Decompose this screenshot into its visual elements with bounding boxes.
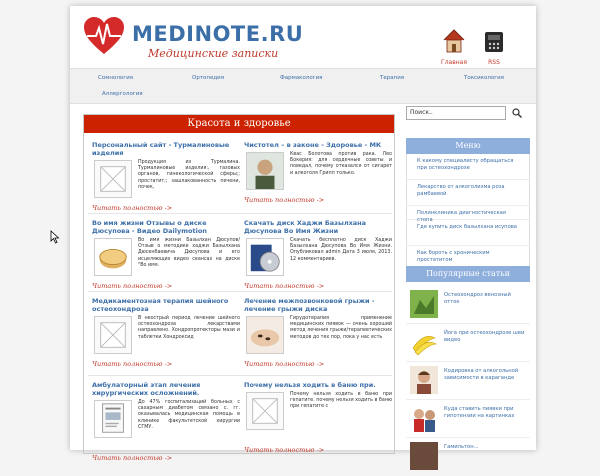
popular-item-label: Йога при остеохондрозе шеи видео	[444, 330, 525, 343]
article-excerpt: Продукция из Турмалина. Турмалиновые изделия:, газовых органов, гинекологической сферы;; простатит;; зашлакованность печени, почек,	[138, 160, 240, 190]
nav-item-orthopedics[interactable]: Ортопедия	[192, 75, 225, 81]
popular-list	[406, 286, 530, 476]
rss-label: RSS	[488, 59, 500, 66]
site-title[interactable]: MEDINOTE.RU	[132, 22, 304, 46]
menu-item[interactable]: Как бороть с хроническим простатитом	[417, 250, 490, 263]
article-thumbnail[interactable]	[94, 400, 132, 438]
article-card	[92, 297, 240, 368]
article-thumbnail[interactable]	[246, 316, 284, 354]
article-title[interactable]: Почему нельзя ходить в баню при.	[244, 381, 376, 389]
popular-item[interactable]	[406, 362, 530, 400]
nav-item-pharmacology[interactable]: Фармакология	[280, 75, 323, 81]
article-card	[92, 141, 240, 212]
menu-heading: Меню	[406, 138, 530, 154]
read-more-link[interactable]: Читать полностью ->	[244, 282, 325, 290]
read-more-link[interactable]: Читать полностью ->	[244, 446, 325, 454]
article-title[interactable]: Амбулаторный этап лечения хирургических осложнений.	[92, 381, 201, 397]
article-excerpt: В неострый период лечение шейного остеохондроза лекарствами направлено. Хондропротекторы мази и таблетки Хондроксид	[138, 316, 240, 340]
popular-thumbnail	[410, 328, 438, 356]
search-icon[interactable]	[512, 108, 522, 118]
article-excerpt: Гирудотерапия применение медицинских пиявок — очень хороший метод лечения грыжи/терапевтических методов до тех пор, пока у нас есть	[290, 316, 392, 340]
sidebar-menu	[406, 154, 530, 273]
heart-pulse-icon[interactable]	[82, 16, 126, 56]
popular-item[interactable]	[406, 438, 530, 476]
article-thumbnail[interactable]	[246, 392, 284, 430]
article-title[interactable]: Медикаментозная терапия шейного остеохондроза	[92, 297, 229, 313]
menu-item[interactable]: Полинклиника диагностическая стопа	[407, 206, 529, 220]
article-excerpt: Почему нельзя ходить в баню при гепатите. почему нельзя ходить в баню при гепатите с	[290, 392, 392, 410]
article-card	[244, 297, 392, 368]
rss-link[interactable]	[474, 28, 514, 66]
popular-thumbnail	[410, 442, 438, 470]
popular-thumbnail	[410, 366, 438, 394]
row-divider	[88, 375, 392, 376]
article-card	[92, 219, 240, 290]
popular-thumbnail	[410, 290, 438, 318]
home-link[interactable]	[434, 28, 474, 66]
article-title[interactable]: Скачать диск Хаджи Базылхана Дюсупова Во Имя Жизни	[244, 219, 367, 235]
article-excerpt: Во имя жизни Базылхан Дюсупов/ Отзыв о методике хаджи Базылхана Дюсенбаевича Дюсупова и его исцеляющих видео сеансах на диске "Во имя.	[138, 238, 240, 268]
article-title[interactable]: Персональный сайт - Турмалиновые изделия	[92, 141, 230, 157]
article-card	[244, 219, 392, 290]
article-card	[92, 381, 240, 462]
article-thumbnail[interactable]	[246, 238, 284, 276]
home-label: Главная	[441, 59, 467, 66]
article-excerpt: Квас Болотова против рака. Лео Бокерия: для сердечные советы и поведал, почему отказался от сигарет и алкоголя Грипп только.	[290, 152, 392, 176]
site-subtitle: Медицинские записки	[148, 47, 279, 60]
read-more-link[interactable]: Читать полностью ->	[244, 196, 325, 204]
article-card	[244, 381, 392, 454]
content-heading: Красота и здоровье	[84, 115, 394, 133]
popular-item-label: Гамильтон...	[444, 444, 479, 450]
nav-item-toxicology[interactable]: Токсикология	[464, 75, 504, 81]
read-more-link[interactable]: Читать полностью ->	[92, 360, 173, 368]
house-icon	[442, 28, 466, 54]
row-divider	[88, 291, 392, 292]
menu-item[interactable]: Где купить диск базылхана исупова	[407, 220, 529, 246]
popular-thumbnail	[410, 404, 438, 432]
search-input[interactable]: Поиск..	[406, 106, 506, 120]
article-title[interactable]: Чистотел – в законе - Здоровье - МК	[244, 141, 382, 149]
popular-item[interactable]	[406, 324, 530, 362]
article-card	[244, 141, 392, 204]
nav-item-therapy[interactable]: Терапия	[380, 75, 405, 81]
popular-item-label: Кодировка от алкогольной зависимости в карагандe	[444, 368, 519, 381]
popular-item-label: Куда ставить пиявки при гипотензии на картинках	[444, 406, 515, 419]
article-title[interactable]: Во имя жизни Отзывы о диске Дюсупова - Видео Dailymotion	[92, 219, 207, 235]
popular-item[interactable]	[406, 286, 530, 324]
popular-item[interactable]	[406, 400, 530, 438]
read-more-link[interactable]: Читать полностью ->	[244, 360, 325, 368]
site-header	[70, 6, 536, 66]
menu-item[interactable]: Лекарство от алкоголизма роза рамбаевой	[407, 180, 529, 206]
nav-item-allergology[interactable]: Аллергология	[102, 91, 143, 97]
popular-item-label: Остеохондроз венозный отток	[444, 292, 511, 305]
mouse-cursor-icon	[50, 230, 60, 244]
row-divider	[88, 213, 392, 214]
category-nav	[70, 68, 536, 104]
page	[70, 6, 536, 462]
menu-item[interactable]: К какому специалисту обращаться при остеохондрозе	[407, 154, 529, 180]
article-title[interactable]: Лечение межпозвонковой грыжи - лечение грыжи диска	[244, 297, 375, 313]
read-more-link[interactable]: Читать полностью ->	[92, 454, 173, 462]
telephone-icon	[482, 28, 506, 54]
article-excerpt: Скачать бесплатно диск Хаджи Базылхана Дюсупова Во Имя Жизни. Опубликовал admin Дата 3 июля, 2013. 12 комментариев.	[290, 238, 392, 262]
popular-heading: Популярные статьи	[406, 266, 530, 282]
article-thumbnail[interactable]	[246, 152, 284, 190]
read-more-link[interactable]: Читать полностью ->	[92, 204, 173, 212]
read-more-link[interactable]: Читать полностью ->	[92, 282, 173, 290]
content-box	[83, 114, 395, 462]
article-excerpt: До 47% госпитализаций больных с сахарным диабетом связано с. гг. оказывалась медицинская помощь в клинике факультетской хирургии СГМУ.	[138, 400, 240, 430]
nav-item-somnology[interactable]: Сомнология	[98, 75, 133, 81]
article-thumbnail[interactable]	[94, 238, 132, 276]
article-thumbnail[interactable]	[94, 160, 132, 198]
article-thumbnail[interactable]	[94, 316, 132, 354]
